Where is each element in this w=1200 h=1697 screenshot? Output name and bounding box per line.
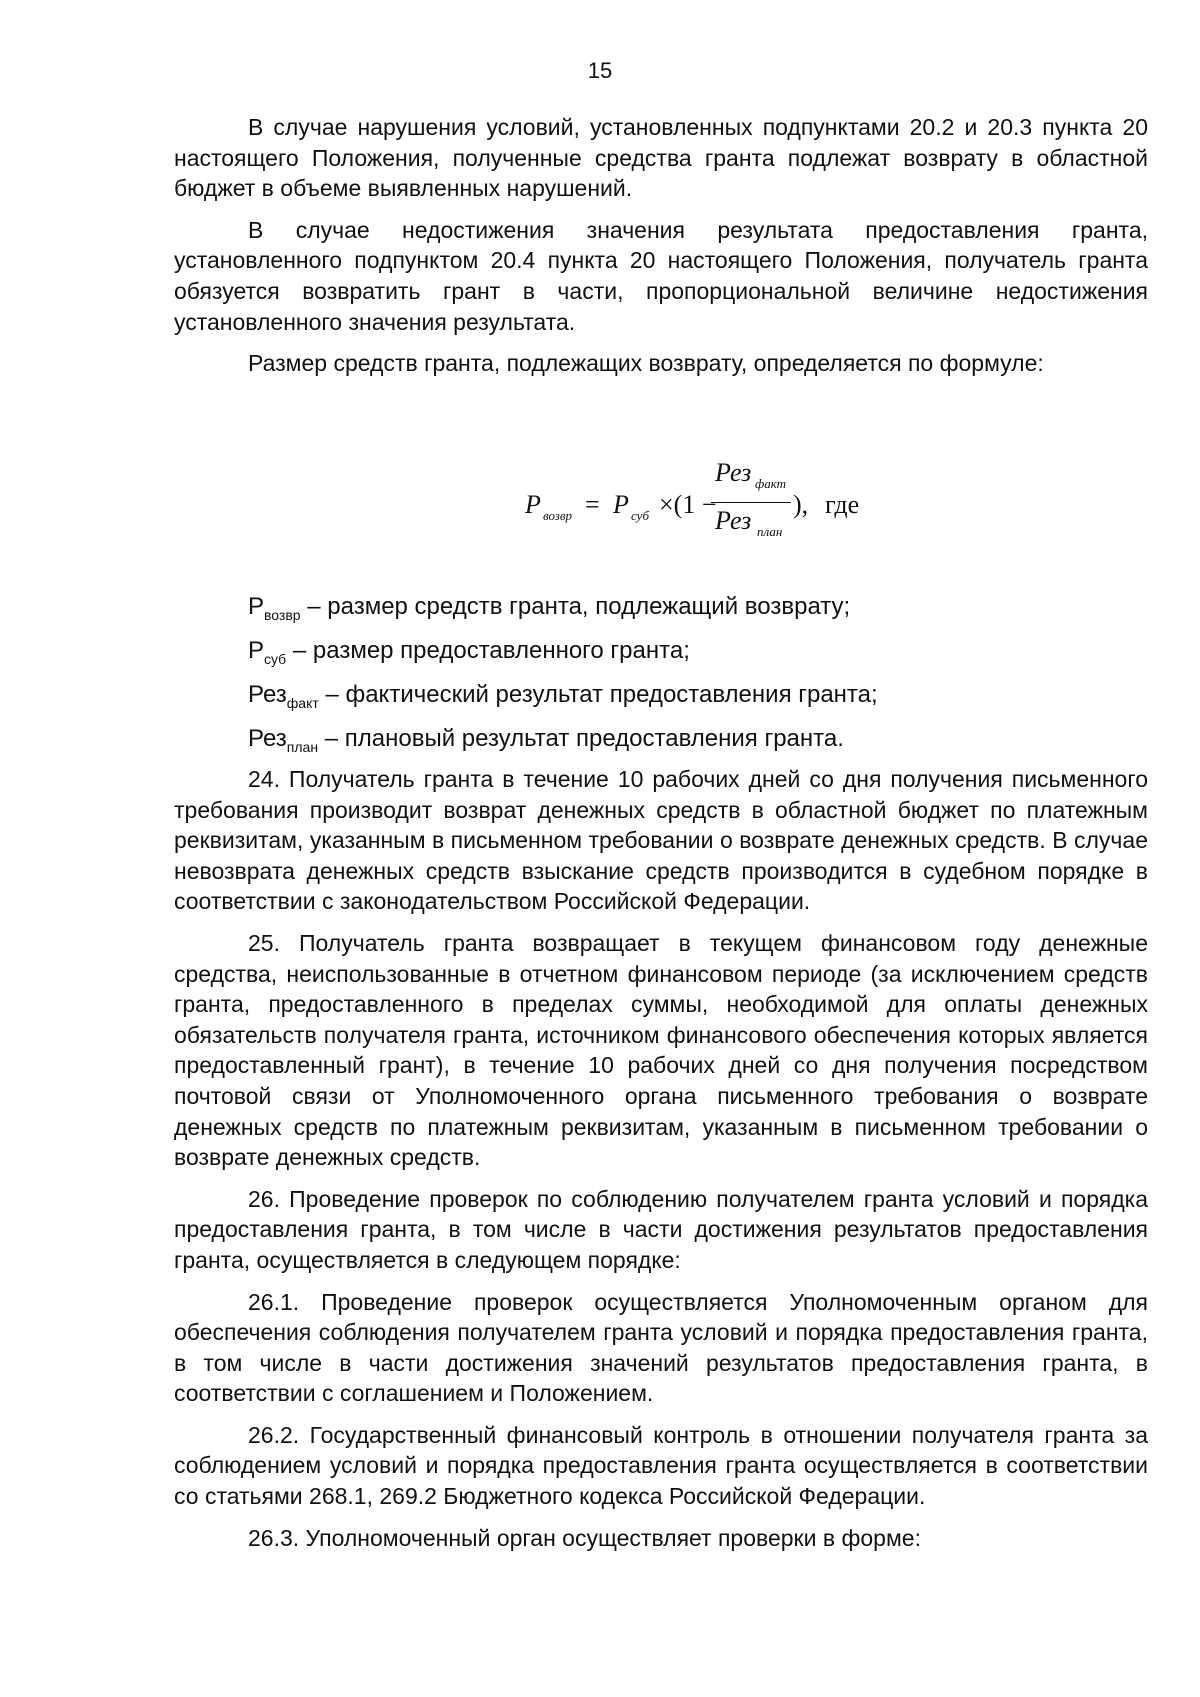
formula-where: где: [825, 490, 860, 519]
paragraph-24: 24. Получатель гранта в течение 10 рабочих дней со дня получения письменного требования производит возврат денежных средств в областной бюджет по платежным реквизитам, указанным в письменном требовании о возврате денежных средств. В случае невозврата денежных средств взыскание средств производится в судебном порядке в соответствии с законодательством Российской Федерации.: [174, 766, 1148, 915]
definition-subscript: факт: [286, 695, 319, 711]
paragraph-formula-intro: Размер средств гранта, подлежащих возврату, определяется по формуле:: [248, 350, 1044, 377]
definition-res-actual: [174, 680, 1148, 712]
definitions-block: [174, 592, 1148, 768]
definition-symbol: Рез: [248, 725, 287, 752]
paragraph-26-3: 26.3. Уполномоченный орган осуществляет проверки в форме:: [248, 1524, 921, 1551]
definition-res-planned: [174, 724, 1148, 756]
formula-lhs-subscript: возвр: [543, 508, 573, 523]
page-number: 15: [587, 58, 613, 83]
definition-subscript: возвр: [264, 607, 301, 623]
definition-subscript: план: [286, 739, 319, 755]
formula-rhs-symbol: P: [613, 490, 629, 519]
definition-text: – плановый результат предоставления гранта.: [318, 725, 844, 752]
paragraph-25: 25. Получатель гранта возвращает в текущем финансовом году денежные средства, неиспользованные в отчетном финансовом периоде (за исключением средств гранта, предоставленного в пределах суммы, необходимой для оплаты денежных обязательств получателя гранта, источником финансового обеспечения которых является предоставленный грант), в течение 10 рабочих дней со дня получения посредством почтовой связи от Уполномоченного органа письменного требования о возврате денежных средств по платежным реквизитам, указанным в письменном требовании о возврате денежных средств.: [174, 929, 1148, 1171]
definition-text: – фактический результат предоставления гранта;: [318, 681, 878, 708]
formula-multiply-open: ×(1 −: [659, 490, 717, 519]
paragraph-26-2: 26.2. Государственный финансовый контроль в отношении получателя гранта за соблюдением условий и порядка предоставления гранта осуществляется в соответствии со статьями 268.1, 269.2 Бюджетного кодекса Российской Федерации.: [174, 1421, 1148, 1510]
definition-p-return: [174, 592, 1148, 624]
top-text-block: [174, 112, 1148, 390]
definition-symbol: Р: [248, 637, 265, 664]
return-amount-formula: [525, 460, 945, 552]
formula-equals: =: [585, 490, 600, 519]
paragraph-26: 26. Проведение проверок по соблюдению получателем гранта условий и порядка предоставления гранта, в том числе в части достижения результатов предоставления гранта, осуществляется в следующем порядке:: [174, 1185, 1148, 1273]
bottom-text-block: [174, 764, 1148, 1564]
paragraph-violation-return: В случае нарушения условий, установленных подпунктами 20.2 и 20.3 пункта 20 настоящего Положения, полученные средства гранта подлежат возврату в областной бюджет в объеме выявленных нарушений.: [174, 114, 1148, 202]
formula-lhs-symbol: P: [525, 490, 541, 519]
definition-symbol: Р: [248, 593, 265, 620]
definition-symbol: Рез: [248, 681, 287, 708]
formula-denominator-subscript: план: [757, 524, 783, 539]
definition-p-subsidy: [174, 636, 1148, 668]
formula-denominator-symbol: Рез: [715, 506, 752, 535]
paragraph-result-shortfall: В случае недостижения значения результата предоставления гранта, установленного подпунктом 20.4 пункта 20 настоящего Положения, получатель гранта обязуется возвратить грант в части, пропорциональной величине недостижения установленного значения результата.: [174, 216, 1148, 335]
definition-subscript: суб: [264, 651, 287, 667]
definition-text: – размер предоставленного гранта;: [286, 637, 690, 664]
formula-rhs-subscript: суб: [631, 508, 649, 523]
formula-numerator-subscript: факт: [755, 476, 787, 491]
formula-close: ),: [793, 490, 809, 519]
formula-numerator-symbol: Рез: [715, 458, 752, 487]
definition-text: – размер средств гранта, подлежащий возврату;: [300, 593, 851, 620]
paragraph-26-1: 26.1. Проведение проверок осуществляется Уполномоченным органом для обеспечения соблюдения получателем гранта условий и порядка предоставления гранта, в том числе в части достижения значений результатов предоставления гранта, в соответствии с соглашением и Положением.: [174, 1288, 1148, 1407]
formula-fraction-bar: [711, 502, 791, 503]
